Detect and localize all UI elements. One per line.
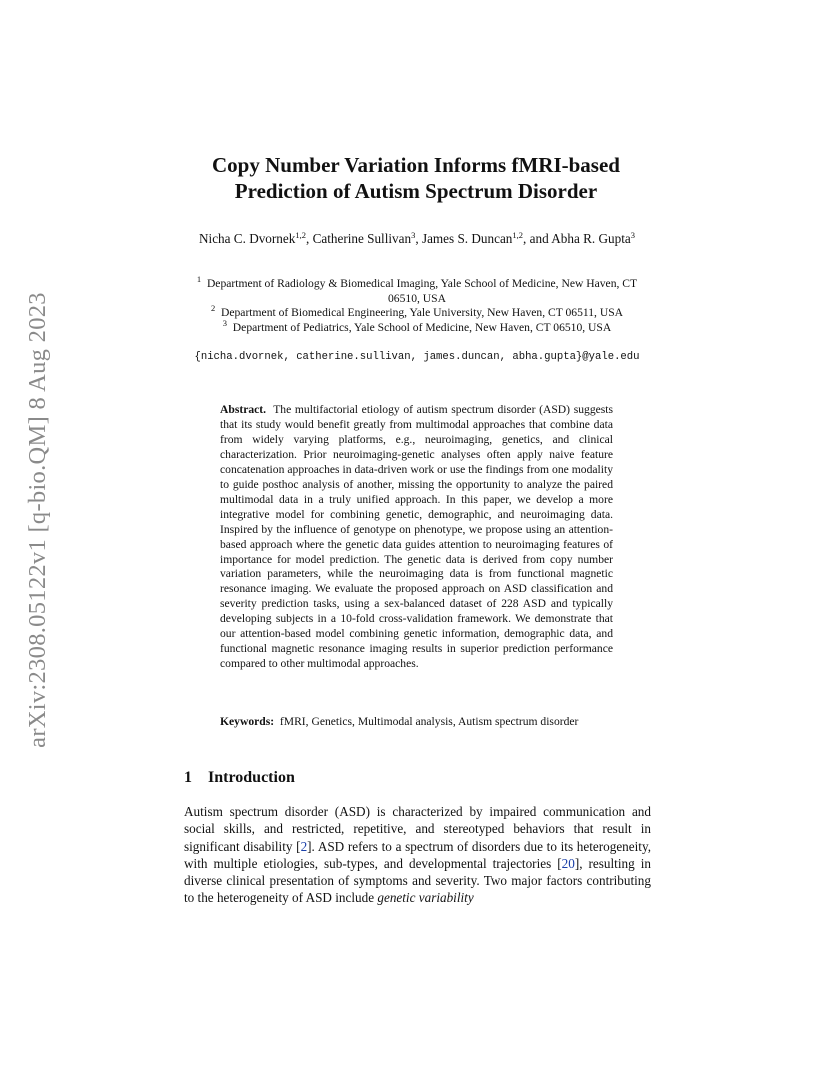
author-affiliation-mark: 3: [630, 230, 635, 240]
intro-text-1: Autism spectrum disorder (ASD) is characterized by impaired communication and social skills, and restricted, repetitive, and stereotyped behaviors that result in significant disability [: [184, 804, 651, 854]
author-affiliation-mark: 3: [411, 230, 416, 240]
keywords-label: Keywords:: [220, 715, 275, 728]
affiliation-text: Department of Biomedical Engineering, Yale University, New Haven, CT 06511, USA: [220, 306, 624, 319]
affiliation-number: 2: [210, 303, 216, 313]
section-heading-introduction: [184, 769, 295, 787]
author-separator: , and: [523, 231, 552, 246]
title-line-2: Prediction of Autism Spectrum Disorder: [234, 179, 598, 203]
section-number: 1: [184, 769, 192, 786]
intro-text-3: ], resulting in diverse clinical presentation of symptoms and severity. Two major factors contributing to the heterogeneity of ASD include: [184, 855, 651, 906]
abstract-text: The multifactorial etiology of autism spectrum disorder (ASD) suggests that its study would benefit greatly from multimodal approaches that combine data from widely varying platforms, e.g., neuroimaging, genetics, and clinical characterization. Prior neuroimaging-genetic analyses often apply naive feature concatenation approaches in data-driven work or use the findings from one modality to guide posthoc analysis of another, missing the opportunity to analyze the paired multimodal data in a truly unified approach. In this paper, we develop a more integrative model for combining genetic, demographic, and neuroimaging data. Inspired by the influence of genotype on phenotype, we propose using an attention-based approach where the genetic data guides attention to neuroimaging features of importance for model prediction. The genetic data is derived from copy number variation parameters, while the neuroimaging data is from functional magnetic resonance imaging. We evaluate the proposed approach on ASD classification and severity prediction tasks, using a sex-balanced dataset of 228 ASD and typically developing subjects in a 10-fold cross-validation framework. We demonstrate that our attention-based model combining genetic information, demographic data, and functional magnetic resonance imaging results in superior prediction performance compared to other multimodal approaches.: [220, 403, 614, 671]
affiliation-list: [186, 274, 648, 335]
intro-italic-term: genetic variability: [377, 890, 474, 906]
title-line-1: Copy Number Variation Informs fMRI-based: [212, 153, 620, 177]
author-list: [184, 230, 650, 247]
keywords: [220, 714, 613, 729]
author-separator: ,: [305, 231, 313, 246]
arxiv-identifier-stamp: [18, 265, 58, 775]
intro-text-2: ]. ASD refers to a spectrum of disorders due to its heterogeneity, with multiple etiologies, sub-types, and developmental trajectories [: [184, 838, 651, 871]
author-emails: {nicha.dvornek, catherine.sullivan, james.duncan, abha.gupta}@yale.edu: [194, 351, 640, 363]
author-separator: ,: [415, 231, 422, 246]
affiliation-number: 1: [196, 274, 202, 284]
author-affiliation-mark: 1,2: [512, 230, 524, 240]
paper-title: [180, 152, 652, 204]
introduction-paragraph: [184, 803, 651, 907]
affiliation-2: [186, 303, 648, 321]
keywords-text: fMRI, Genetics, Multimodal analysis, Autism spectrum disorder: [279, 715, 579, 728]
affiliation-text: Department of Pediatrics, Yale School of Medicine, New Haven, CT 06510, USA: [232, 320, 612, 334]
affiliation-3: [186, 317, 648, 336]
author-name: James S. Duncan: [421, 231, 513, 246]
abstract-label: Abstract.: [220, 403, 267, 416]
author-name: Abha R. Gupta: [551, 231, 631, 246]
author-affiliation-mark: 1,2: [295, 230, 306, 240]
citation-link[interactable]: 20: [561, 855, 575, 871]
affiliation-1: [186, 274, 648, 306]
affiliation-number: 3: [222, 317, 227, 328]
abstract: [220, 403, 613, 672]
author-name: Catherine Sullivan: [312, 231, 412, 246]
affiliation-text: Department of Radiology & Biomedical Imaging, Yale School of Medicine, New Haven, CT 06510, USA: [206, 277, 638, 305]
citation-link[interactable]: 2: [300, 838, 308, 854]
author-name: Nicha C. Dvornek: [199, 231, 296, 246]
arxiv-identifier-text: arXiv:2308.05122v1 [q-bio.QM] 8 Aug 2023: [24, 292, 52, 748]
section-title: Introduction: [208, 769, 295, 786]
